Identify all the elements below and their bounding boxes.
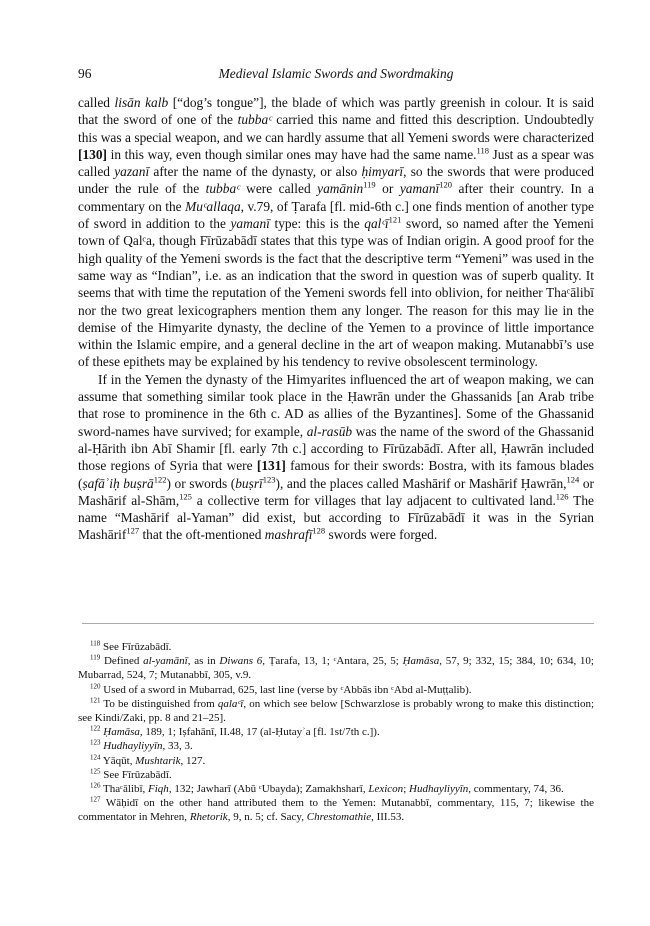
footnote: $^{126}$ Thaᶜālibī, Fiqh, 132; Jawharī (Abū ᶜUbayda); Zamakhsharī, Lexicon; Hudhayliyyīn, commentary, 74, 36. (90, 781, 564, 796)
footnote: $^{119}$ Defined al-yamānī, as in Diwans 6, Ṭarafa, 13, 1; ᶜAntara, 25, 5; Ḥamāsa, 57, 9; 332, 15; 384, 10; 634, 10; Mubarrad, 524, 7; Mutanabbī, 305, v.9. (78, 653, 594, 682)
footnote: $^{124}$ Yāqūt, Mushtarik, 127. (90, 752, 206, 767)
footnote-ref: 118 (476, 145, 489, 156)
footnote: $^{121}$ To be distinguished from qalaᶜī, on which see below [Schwarzlose is probably wrong to make this distinction; see Kindi/Zaki, pp. 8 and 21–25]. (78, 696, 594, 725)
original-page-marker: [131] (256, 458, 286, 474)
footnote: $^{123}$ Hudhayliyyīn, 33, 3. (90, 738, 193, 753)
footnote-ref: 128 (312, 525, 326, 536)
footnote: $^{118}$ See Fīrūzabādī. (90, 639, 172, 653)
footnote-divider (82, 623, 594, 624)
body-text (78, 94, 594, 544)
footnote-ref: 125 (179, 491, 192, 502)
running-title: Medieval Islamic Swords and Swordmaking (218, 66, 454, 81)
footnote-ref: 120 (439, 180, 452, 191)
footnote-ref: 119 (363, 180, 376, 191)
footnote-ref: 123 (262, 474, 276, 485)
page-number: 96 (78, 66, 92, 81)
footnote-ref: 127 (126, 525, 140, 536)
footnote: $^{122}$ Ḥamāsa, 189, 1; Iṣfahānī, II.48, 17 (al-Ḥutayʾa [fl. 1st/7th c.]). (90, 724, 380, 739)
footnote-ref: 124 (566, 474, 580, 485)
footnote: $^{127}$ Wāḥidī on the other hand attributed them to the Yemen: Mutanabbī, commentary, 115, 7; likewise the commentator in Mehren, Rhetorik, 9, n. 5; cf. Sacy, Chrestomathie, III.53. (78, 795, 594, 824)
footnote: $^{125}$ See Fīrūzabādī. (90, 767, 172, 781)
footnote: $^{120}$ Used of a sword in Mubarrad, 625, last line (verse by ᶜAbbās ibn ᶜAbd al-Muṭṭalib). (90, 681, 472, 696)
footnote-ref: 126 (555, 491, 569, 502)
footnote-ref: 121 (388, 214, 402, 225)
running-header (78, 66, 594, 84)
footnotes (78, 640, 594, 825)
original-page-marker: [130] (78, 146, 108, 162)
paragraph: called lisān kalb [“dog’s tongue”], the blade of which was partly greenish in colour. It is said that the sword of one of the tubbaᶜ carried this name and fitted this description. Undoubtedly this was a special weapon, and we can hardly assume that all Yemeni swords were characterized [130] in this way, even though similar ones may have had the same name.$^{118}$ Just as a spear was called yazanī after the name of the dynasty, or also ḥimyarī, so the swords that were produced under the rule of the tubbaᶜ were called yamānin$^{119}$ or yamanī$^{120}$ after their country. In a commentary on the Muᶜallaqa, v.79, of Ṭarafa [fl. mid-6th c.] one finds mention of another type of sword in addition to the yamanī type: this is the qalᶜī$^{121}$ sword, so named after the Yemeni town of Qalᶜa, though Fīrūzabādī states that this type was of Indian origin. A good proof for the high quality of the Yemeni swords is the fact that the descriptive term “Yemeni” was used in the same way as “Indian”, i.e. as an indication that the sword in question was of superb quality. It seems that with time the reputation of the Yemeni swords fell into oblivion, for neither Thaᶜālibī nor the two great lexicographers mention them any longer. The reason for this may lie in the demise of the Himyarite dynasty, the decline of the Yemen to a province of little importance within the Islamic empire, and a general decline in the art of weapon making. Mutanabbī’s use of these epithets may be explained by his tendency to revive obsolescent terminology. (78, 95, 594, 370)
paragraph: If in the Yemen the dynasty of the Himyarites influenced the art of weapon making, we can assume that something similar took place in the Ḥawrān under the Ghassanids [an Arab tribe that rose to prominence in the 6th c. AD as allies of the Byzantines]. Some of the Ghassanid sword-names have survived; for example, al-rasūb was the name of the sword of the Ghassanid al-Ḥārith ibn Abī Shamir [fl. early 7th c.] according to Fīrūzabādī. After all, Ḥawrān included those regions of Syria that were [131] famous for their swords: Bostra, with its famous blades (ṣafāʾiḥ buṣrā$^{122}$) or swords (buṣrī$^{123}$), and the places called Mashārif or Mashārif Ḥawrān,$^{124}$ or Mashārif al-Shām,$^{125}$ a collective term for villages that lay adjacent to cultivated land.$^{126}$ The name “Mashārif al-Yaman” did exist, but according to Fīrūzabādī it was in the Syrian Mashārif$^{127}$ that the oft-mentioned mashrafī$^{128}$ swords were forged. (78, 371, 595, 543)
footnote-ref: 122 (153, 474, 167, 485)
